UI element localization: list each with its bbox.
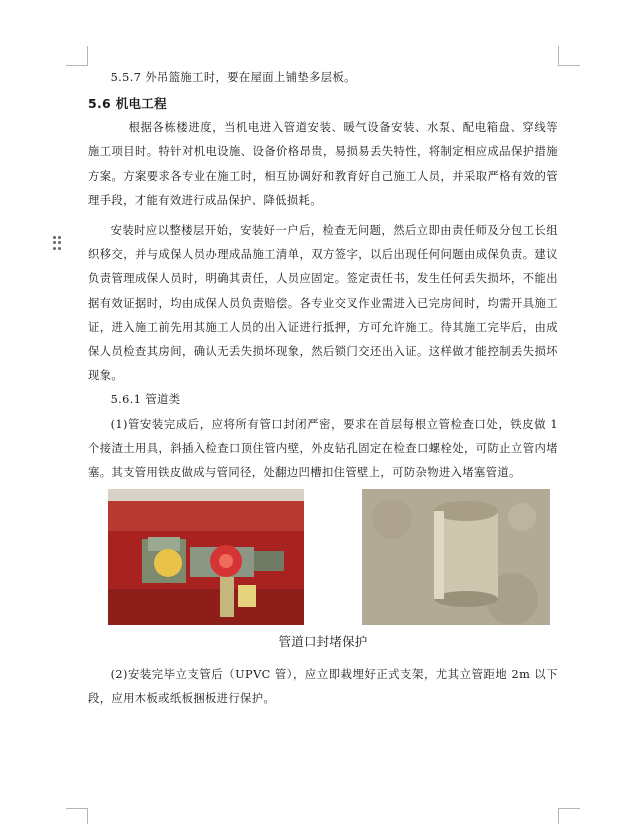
subsection-paragraph-1: (1)管安装完成后，应将所有管口封闭严密，要求在首层每根立管检查口处，铁皮做 1 个接渣土用具，斜插入检查口顶住管内壁，外皮钻孔固定在检查口螺栓处，可防止立管内堵塞。其支管用铁皮做成与管同径，处翻边凹槽扣住管壁上，可防杂物进入堵塞管道。: [88, 417, 558, 480]
subsection-paragraph-2: (2)安装完毕立支管后（UPVC 管），应立即栽埋好正式支架，尤其立管距地 2m 以下段，应用木板或纸板捆板进行保护。: [88, 668, 558, 706]
crop-mark-top-right-v: [558, 46, 559, 66]
crop-mark-top-left-v: [87, 46, 88, 66]
crop-mark-top-right-h: [558, 65, 580, 66]
floor-pipe-seal-photo-image: [362, 489, 550, 625]
crop-mark-bottom-right-h: [558, 808, 580, 809]
paragraph-drag-handle-icon[interactable]: [53, 236, 61, 250]
figure-caption: 管道口封堵保护: [278, 634, 368, 650]
figure-photos: [88, 489, 558, 629]
floor-pipe-seal-photo: [362, 489, 550, 625]
crop-mark-bottom-right-v: [558, 808, 559, 824]
pipe-cap-photo-image: [108, 489, 304, 625]
document-body: [88, 66, 558, 712]
item-5-5-7: 5.5.7 外吊篮施工时，要在屋面上铺垫多层板。: [110, 71, 356, 84]
section-heading: 5.6 机电工程: [88, 96, 167, 112]
pipe-cap-photo: [108, 489, 304, 625]
crop-mark-bottom-left-h: [66, 808, 88, 809]
subsection-heading: 5.6.1 管道类: [110, 393, 181, 407]
section-paragraph-1: 根据各栋楼进度，当机电进入管道安装、暖气设备安装、水泵、配电箱盘、穿线等施工项目时。特针对机电设施、设备价格昂贵，易损易丢失特性，将制定相应成品保护措施方案。方案要求各专业在施工时，相互协调好和教育好自己施工人员，并采取严格有效的管理手段，才能有效进行成品保护、降低损耗。: [88, 121, 558, 207]
crop-mark-bottom-left-v: [87, 808, 88, 824]
section-paragraph-2[interactable]: 安装时应以整楼层开始，安装好一户后，检查无问题，然后立即由责任师及分包工长组织移交，并与成保人员办理成品施工清单，双方签字，以后出现任何问题由成保负责。建议负责管理成保人员时，明确其责任，人员应固定。签定责任书，发生任何丢失损坏，不能出据有效证据时，均由成保人员负责赔偿。各专业交叉作业需进入已完房间时，均需开具施工证，进入施工前先用其施工人员的出入证进行抵押，方可允许施工。待其施工完毕后，由成保人员检查其房间，确认无丢失损坏现象，然后锁门交还出入证。这样做才能控制丢失损坏现象。: [88, 224, 558, 383]
crop-mark-top-left-h: [66, 65, 88, 66]
